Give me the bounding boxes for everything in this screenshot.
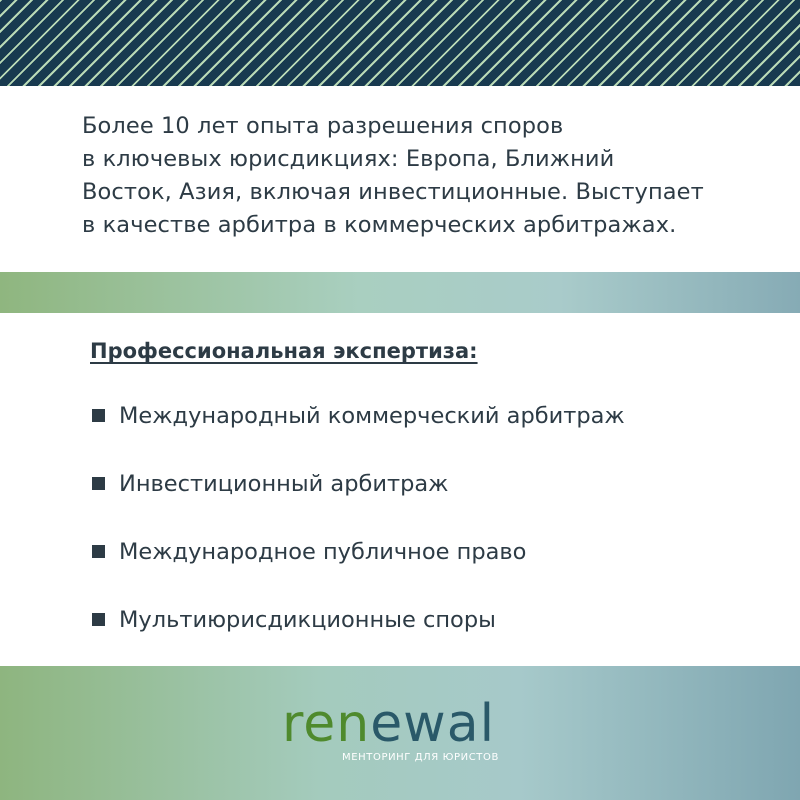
square-bullet-icon bbox=[92, 477, 105, 490]
list-item-label: Международный коммерческий арбитраж bbox=[119, 403, 625, 429]
intro-line: в ключевых юрисдикциях: Европа, Ближний bbox=[82, 146, 615, 172]
intro-line: Более 10 лет опыта разрешения споров bbox=[82, 113, 564, 139]
list-item bbox=[92, 399, 625, 467]
square-bullet-icon bbox=[92, 613, 105, 626]
list-item-label: Мультиюрисдикционные споры bbox=[119, 607, 496, 633]
list-item-label: Инвестиционный арбитраж bbox=[119, 471, 449, 497]
intro-paragraph bbox=[82, 110, 782, 242]
list-item bbox=[92, 603, 625, 671]
logo-wordmark bbox=[282, 694, 495, 754]
renewal-logo bbox=[282, 694, 522, 774]
logo-tagline: МЕНТОРИНГ ДЛЯ ЮРИСТОВ bbox=[342, 752, 499, 763]
expertise-heading: Профессиональная экспертиза: bbox=[90, 339, 478, 363]
square-bullet-icon bbox=[92, 545, 105, 558]
intro-line: в качестве арбитра в коммерческих арбитражах. bbox=[82, 212, 677, 238]
list-item-label: Международное публичное право bbox=[119, 539, 527, 565]
list-item bbox=[92, 467, 625, 535]
square-bullet-icon bbox=[92, 409, 105, 422]
intro-line: Восток, Азия, включая инвестиционные. Выступает bbox=[82, 179, 704, 205]
list-item bbox=[92, 535, 625, 603]
intro-section bbox=[0, 86, 800, 272]
logo-word-part-green: ren bbox=[282, 694, 371, 754]
expertise-list bbox=[92, 399, 625, 671]
logo-word-part-teal: ewal bbox=[370, 694, 496, 754]
footer-band bbox=[0, 666, 800, 800]
gradient-divider bbox=[0, 272, 800, 313]
striped-header-band bbox=[0, 0, 800, 86]
expertise-section bbox=[0, 313, 800, 666]
